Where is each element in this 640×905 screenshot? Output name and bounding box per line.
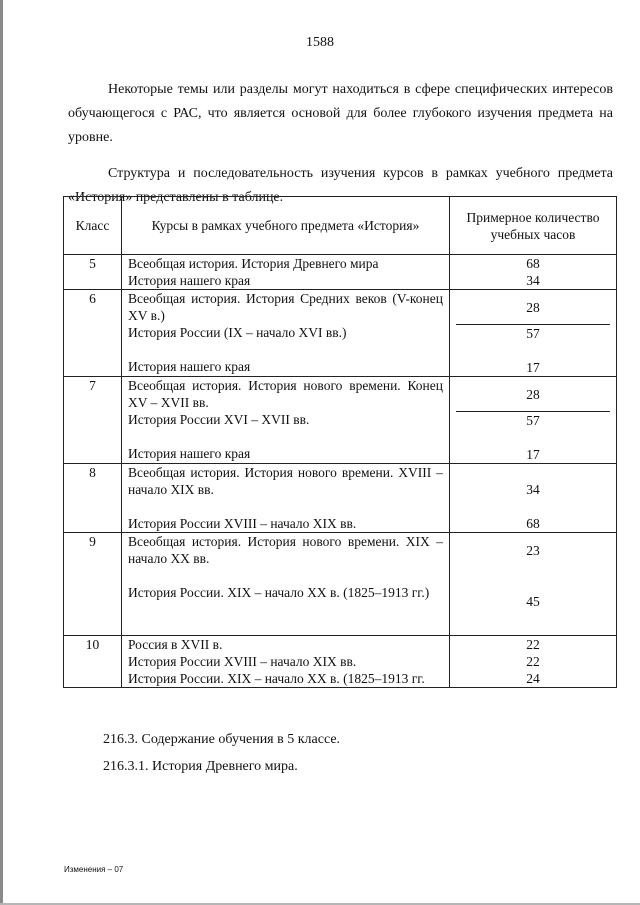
hours-value: 24 — [526, 671, 540, 686]
spacer — [128, 601, 443, 618]
spacer — [128, 567, 443, 584]
hours-value: 45 — [526, 593, 540, 609]
hours-value: 28 — [526, 299, 540, 315]
hours-value: 34 — [526, 482, 540, 497]
course-item: Всеобщая история. История нового времени. XIX – начало XX вв. — [128, 534, 443, 566]
hours-value: 57 — [456, 324, 610, 359]
courses-cell — [122, 255, 450, 290]
table-row — [64, 255, 617, 290]
spacer — [128, 428, 443, 445]
footer-note: Изменения – 07 — [64, 865, 124, 874]
section-heading: 216.3. Содержание обучения в 5 классе. — [103, 732, 341, 747]
hours-value: 34 — [526, 273, 540, 288]
class-cell: 6 — [64, 290, 122, 377]
hours-value: 17 — [526, 360, 540, 375]
subsection-heading: 216.3.1. История Древнего мира. — [103, 759, 298, 774]
hours-cell — [450, 255, 617, 290]
class-cell: 7 — [64, 377, 122, 464]
hours-cell — [450, 464, 617, 533]
course-item: История России. XIX – начало XX в. (1825–1913 гг.) — [128, 585, 430, 600]
courses-cell — [122, 533, 450, 636]
hours-value: 22 — [526, 637, 540, 652]
class-cell: 9 — [64, 533, 122, 636]
table-row — [64, 533, 617, 636]
scan-edge-left — [0, 0, 3, 905]
courses-cell — [122, 377, 450, 464]
header-hours: Примерное количество учебных часов — [450, 197, 617, 255]
class-cell: 8 — [64, 464, 122, 533]
table-row — [64, 377, 617, 464]
hours-value: 22 — [526, 654, 540, 669]
course-item: Всеобщая история. История Средних веков (V-конец XV в.) — [128, 291, 443, 323]
hours-value: 17 — [526, 447, 540, 462]
paragraph-1: Некоторые темы или разделы могут находиться в сфере специфических интересов обучающегося с РАС, что является основой для более глубокого изучения предмета на уровне. — [68, 82, 613, 145]
course-item: История нашего края — [128, 446, 251, 461]
hours-value: 68 — [526, 256, 540, 271]
course-item: История России XVIII – начало XIX вв. — [128, 654, 357, 669]
hours-value: 28 — [526, 386, 540, 402]
courses-cell — [122, 636, 450, 688]
course-item: Всеобщая история. История нового времени. Конец XV – XVII вв. — [128, 378, 443, 410]
course-item: История России. XIX – начало XX в. (1825–1913 гг. — [128, 671, 425, 686]
hours-cell — [450, 377, 617, 464]
hours-value: 68 — [526, 516, 540, 531]
course-item: История России XVI – XVII вв. — [128, 412, 310, 427]
course-item: История нашего края — [128, 273, 251, 288]
header-class: Класс — [64, 197, 122, 255]
spacer — [128, 341, 443, 358]
spacer — [128, 498, 443, 515]
class-cell: 10 — [64, 636, 122, 688]
page-number: 1588 — [306, 35, 334, 50]
hours-cell — [450, 533, 617, 636]
table-row — [64, 636, 617, 688]
course-item: Россия в XVII в. — [128, 637, 223, 652]
courses-table — [63, 196, 617, 688]
class-cell: 5 — [64, 255, 122, 290]
course-item: Всеобщая история. История нового времени. XVIII – начало XIX вв. — [128, 465, 443, 497]
paragraph-2: Структура и последовательность изучения курсов в рамках учебного предмета «История» представлены в таблице. — [68, 166, 613, 205]
hours-value: 57 — [456, 411, 610, 446]
course-item: История России (IX – начало XVI вв.) — [128, 325, 347, 340]
hours-cell — [450, 636, 617, 688]
table-row — [64, 290, 617, 377]
table-row — [64, 464, 617, 533]
course-item: История нашего края — [128, 359, 251, 374]
hours-value: 23 — [526, 542, 540, 558]
hours-cell — [450, 290, 617, 377]
course-item: История России XVIII – начало XIX вв. — [128, 516, 357, 531]
table-header-row — [64, 197, 617, 255]
courses-cell — [122, 464, 450, 533]
courses-cell — [122, 290, 450, 377]
course-item: Всеобщая история. История Древнего мира — [128, 256, 379, 271]
header-courses: Курсы в рамках учебного предмета «История» — [122, 197, 450, 255]
